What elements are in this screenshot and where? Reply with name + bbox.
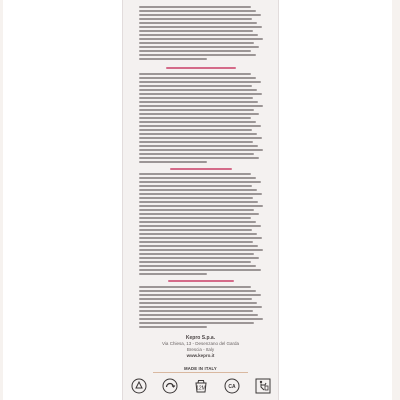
pao-label: 12M xyxy=(196,385,206,392)
text-block-instructions xyxy=(139,173,263,277)
fine-print-line xyxy=(139,229,252,231)
symbol-row xyxy=(131,376,271,396)
company-website[interactable]: www.kepro.it xyxy=(186,353,215,358)
fine-print-line xyxy=(139,193,262,195)
fine-print-line xyxy=(139,318,263,320)
section-heading-2 xyxy=(123,168,278,170)
fine-print-line xyxy=(139,314,258,316)
section-heading-3 xyxy=(123,280,278,282)
fine-print-line xyxy=(139,145,258,147)
fine-print-line xyxy=(139,245,258,247)
fine-print-line xyxy=(139,117,251,119)
fine-print-line xyxy=(139,322,254,324)
fine-print-line xyxy=(139,50,251,52)
fine-print-line xyxy=(139,133,257,135)
made-in-label: MADE IN ITALY xyxy=(184,366,217,371)
section-heading-1 xyxy=(123,67,278,69)
fine-print-line xyxy=(139,201,258,203)
fine-print-line xyxy=(139,269,261,271)
fine-print-line xyxy=(139,125,261,127)
fine-print-line xyxy=(139,6,251,8)
fine-print-line xyxy=(139,105,263,107)
fine-print-line xyxy=(139,46,259,48)
fine-print-line xyxy=(139,109,254,111)
company-address-line-2: Brescia - Italy xyxy=(186,347,215,352)
fine-print-line xyxy=(139,153,254,155)
tidyman-icon xyxy=(255,378,271,394)
fine-print-line xyxy=(139,294,261,296)
fine-print-line xyxy=(139,261,251,263)
fine-print-line xyxy=(139,249,263,251)
fine-print-line xyxy=(139,217,251,219)
fine-print-line xyxy=(139,18,252,20)
fine-print-line xyxy=(139,85,252,87)
fine-print-line xyxy=(139,89,257,91)
fine-print-line xyxy=(139,22,257,24)
ca-icon xyxy=(224,378,240,394)
company-info xyxy=(123,335,278,359)
fine-print-line xyxy=(139,265,256,267)
fine-print-line xyxy=(139,34,258,36)
fine-print-line xyxy=(139,286,251,288)
fine-print-line xyxy=(139,157,259,159)
fine-print-line xyxy=(139,298,252,300)
fine-print-line xyxy=(139,181,261,183)
fine-print-line xyxy=(139,113,259,115)
right-edge-strip xyxy=(392,0,400,400)
left-edge-strip xyxy=(0,0,3,400)
fine-print-line xyxy=(139,129,252,131)
fine-print-line xyxy=(139,310,253,312)
fine-print-line xyxy=(139,54,256,56)
fine-print-line xyxy=(139,205,263,207)
fine-print-line xyxy=(139,273,207,275)
fine-print-line xyxy=(139,237,262,239)
divider-line xyxy=(153,372,248,373)
fine-print-line xyxy=(139,77,256,79)
fine-print-line xyxy=(139,42,254,44)
text-block-precautions xyxy=(139,73,263,165)
recycle-icon xyxy=(131,378,147,394)
fine-print-line xyxy=(139,93,262,95)
fine-print-line xyxy=(139,38,263,40)
pao-icon xyxy=(193,378,209,394)
fine-print-line xyxy=(139,161,207,163)
fine-print-line xyxy=(139,30,253,32)
fine-print-line xyxy=(139,149,263,151)
fine-print-line xyxy=(139,241,253,243)
fine-print-line xyxy=(139,185,252,187)
fine-print-line xyxy=(139,101,258,103)
fine-print-line xyxy=(139,302,257,304)
fine-print-line xyxy=(139,189,257,191)
fine-print-line xyxy=(139,253,254,255)
fine-print-line xyxy=(139,306,262,308)
fine-print-line xyxy=(139,121,256,123)
packaging-panel xyxy=(122,0,279,400)
fine-print-line xyxy=(139,14,261,16)
fine-print-line xyxy=(139,326,207,328)
fine-print-line xyxy=(139,58,207,60)
text-block-warnings xyxy=(139,286,263,330)
fine-print-line xyxy=(139,10,256,12)
fine-print-line xyxy=(139,73,251,75)
text-block-usage xyxy=(139,6,263,62)
fine-print-line xyxy=(139,141,253,143)
ca-label: CA xyxy=(228,384,236,390)
fine-print-line xyxy=(139,81,261,83)
company-address-line-1: Via Chiesa, 13 - Desenzano del Garda xyxy=(162,341,239,346)
fine-print-line xyxy=(139,97,253,99)
fine-print-line xyxy=(139,290,256,292)
company-name: Kepro S.p.a. xyxy=(185,335,216,341)
fine-print-line xyxy=(139,257,259,259)
paper-recycle-icon xyxy=(162,378,178,394)
fine-print-line xyxy=(139,137,262,139)
fine-print-line xyxy=(139,173,251,175)
fine-print-line xyxy=(139,233,257,235)
fine-print-line xyxy=(139,225,261,227)
fine-print-line xyxy=(139,221,256,223)
fine-print-line xyxy=(139,26,262,28)
fine-print-line xyxy=(139,197,253,199)
fine-print-line xyxy=(139,209,254,211)
fine-print-line xyxy=(139,213,259,215)
fine-print-line xyxy=(139,177,256,179)
